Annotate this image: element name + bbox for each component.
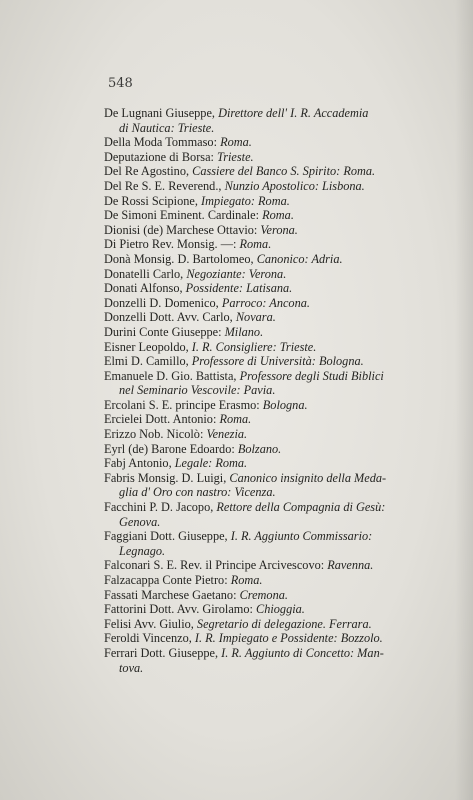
entry-line [104, 588, 466, 603]
entry-continuation-line [104, 515, 466, 530]
entry-italic-text: Roma. [219, 412, 252, 427]
list-item [104, 208, 466, 223]
entry-line [104, 573, 466, 588]
entry-line [104, 602, 466, 617]
page-number: 548 [108, 76, 133, 91]
entry-text: De Lugnani Giuseppe, [104, 106, 219, 120]
entry-italic-text: Legnago. [119, 543, 166, 558]
entry-line [104, 354, 466, 369]
list-item [104, 602, 466, 617]
entry-italic-text: Impiegato: Roma. [201, 193, 290, 208]
list-item [104, 631, 466, 646]
entry-italic-text: Roma. [230, 573, 263, 587]
list-item [104, 223, 466, 238]
entry-italic-text: Chioggia. [256, 602, 305, 617]
list-item [104, 427, 466, 442]
entry-text: Dionisi (de) Marchese Ottavio: [104, 222, 261, 237]
entry-line [104, 412, 466, 427]
entry-italic-text: Canonico insignito della Meda- [229, 470, 387, 485]
entry-continuation-line [104, 485, 466, 500]
entry-line [104, 135, 466, 150]
list-item [104, 237, 466, 252]
entry-italic-text: Venezia. [206, 427, 248, 442]
entry-text: Donzelli D. Domenico, [104, 295, 222, 310]
list-item [104, 412, 466, 427]
entry-text: De Simoni Eminent. Cardinale: [104, 208, 263, 223]
entry-line [104, 456, 466, 471]
list-item [104, 588, 466, 603]
entry-list [104, 106, 466, 675]
list-item [104, 164, 466, 179]
list-item [104, 194, 466, 209]
entry-line [104, 223, 466, 238]
entry-italic-text: Cassiere del Banco S. Spirito: Roma. [192, 164, 376, 179]
entry-text: Falzacappa Conte Pietro: [104, 573, 231, 587]
entry-text: De Rossi Scipione, [104, 193, 202, 208]
entry-italic-text: I. R. Aggiunto Commissario: [230, 529, 373, 544]
list-item [104, 646, 466, 675]
entry-italic-text: Canonico: Adria. [256, 251, 343, 266]
entry-italic-text: Ravenna. [327, 558, 374, 573]
entry-italic-text: Legale: Roma. [174, 456, 248, 471]
entry-italic-text: Novara. [235, 310, 276, 325]
entry-continuation-line [104, 661, 466, 676]
entry-italic-text: Rettore della Compagnia di Gesù: [216, 500, 386, 515]
entry-line [104, 558, 466, 573]
entry-text: Fattorini Dott. Avv. Girolamo: [104, 602, 256, 617]
entry-italic-text: Cremona. [239, 587, 288, 602]
entry-line [104, 267, 466, 282]
entry-text: Donati Alfonso, [104, 281, 186, 296]
entry-text: Ferrari Dott. Giuseppe, [104, 645, 222, 660]
entry-line [104, 442, 466, 457]
entry-italic-text: I. R. Consigliere: Trieste. [191, 339, 317, 354]
entry-text: Del Re S. E. Reverend., [104, 178, 225, 193]
entry-line [104, 179, 466, 194]
entry-continuation-line [104, 544, 466, 559]
entry-line [104, 471, 466, 486]
entry-line [104, 646, 466, 661]
entry-line [104, 340, 466, 355]
entry-line [104, 252, 466, 267]
entry-text: Facchini P. D. Jacopo, [104, 500, 217, 515]
entry-italic-text: glia d' Oro con nastro: Vicenza. [119, 485, 276, 500]
entry-italic-text: Professore degli Studi Biblici [239, 368, 384, 383]
list-item [104, 471, 466, 500]
entry-line [104, 631, 466, 646]
entry-italic-text: Roma. [220, 135, 252, 150]
entry-text: Fabris Monsig. D. Luigi, [104, 470, 230, 485]
entry-text: Emanuele D. Gio. Battista, [104, 368, 240, 383]
list-item [104, 296, 466, 311]
list-item [104, 179, 466, 194]
entry-line [104, 281, 466, 296]
list-item [104, 252, 466, 267]
entry-text: Del Re Agostino, [104, 164, 193, 179]
list-item [104, 135, 466, 150]
entry-italic-text: Roma. [262, 208, 294, 223]
entry-text: Falconari S. E. Rev. il Principe Arcivescovo: [104, 558, 328, 573]
entry-text: Fabj Antonio, [104, 456, 175, 471]
entry-text: Donatelli Carlo, [104, 266, 187, 281]
entry-continuation-line [104, 121, 466, 136]
entry-line [104, 427, 466, 442]
entry-line [104, 296, 466, 311]
entry-text: Ercolani S. E. principe Erasmo: [104, 397, 263, 412]
entry-italic-text: Verona. [260, 222, 298, 237]
entry-italic-text: Roma. [239, 237, 272, 252]
entry-italic-text: Genova. [119, 514, 161, 529]
list-item [104, 617, 466, 632]
entry-text: Della Moda Tommaso: [104, 135, 221, 150]
list-item [104, 398, 466, 413]
entry-italic-text: Direttore dell' I. R. Accademia [218, 106, 369, 120]
list-item [104, 354, 466, 369]
entry-line [104, 150, 466, 165]
list-item [104, 500, 466, 529]
entry-text: Fassati Marchese Gaetano: [104, 587, 240, 602]
entry-text: Erizzo Nob. Nicolò: [104, 427, 207, 442]
entry-line [104, 194, 466, 209]
list-item [104, 340, 466, 355]
list-item [104, 456, 466, 471]
entry-line [104, 529, 466, 544]
list-item [104, 310, 466, 325]
entry-text: Donà Monsig. D. Bartolomeo, [104, 251, 257, 266]
entry-italic-text: Bologna. [262, 397, 308, 412]
list-item [104, 267, 466, 282]
entry-line [104, 106, 466, 121]
entry-text: Feroldi Vincenzo, [104, 631, 195, 646]
entry-text: Di Pietro Rev. Monsig. —: [104, 237, 240, 252]
entry-line [104, 208, 466, 223]
entry-line [104, 398, 466, 413]
entry-italic-text: I. R. Aggiunto di Concetto: Man- [221, 645, 384, 660]
entry-italic-text: Nunzio Apostolico: Lisbona. [224, 178, 365, 193]
list-item [104, 150, 466, 165]
entry-line [104, 369, 466, 384]
entry-continuation-line [104, 383, 466, 398]
entry-text: Durini Conte Giuseppe: [104, 324, 225, 339]
entry-line [104, 617, 466, 632]
entry-text: Deputazione di Borsa: [104, 149, 218, 164]
entry-italic-text: tova. [119, 660, 144, 675]
entry-line [104, 310, 466, 325]
list-item [104, 573, 466, 588]
entry-line [104, 237, 466, 252]
entry-italic-text: Professore di Università: Bologna. [191, 354, 364, 369]
entry-italic-text: Milano. [224, 324, 264, 339]
list-item [104, 325, 466, 340]
entry-italic-text: Bolzano. [237, 441, 282, 456]
entry-text: Felisi Avv. Giulio, [104, 616, 197, 631]
entry-italic-text: Parroco: Ancona. [221, 295, 310, 310]
list-item [104, 281, 466, 296]
entry-line [104, 325, 466, 340]
entry-line [104, 164, 466, 179]
entry-italic-text: Segretario di delegazione. Ferrara. [196, 616, 372, 631]
entry-text: Eyrl (de) Barone Edoardo: [104, 441, 238, 456]
entry-italic-text: nel Seminario Vescovile: Pavia. [119, 383, 276, 398]
list-item [104, 558, 466, 573]
entry-text: Ercielei Dott. Antonio: [104, 412, 220, 427]
list-item [104, 369, 466, 398]
entry-line [104, 500, 466, 515]
entry-italic-text: di Nautica: Trieste. [119, 120, 215, 135]
list-item [104, 442, 466, 457]
entry-italic-text: Negoziante: Verona. [186, 266, 287, 281]
list-item [104, 106, 466, 135]
entry-text: Elmi D. Camillo, [104, 354, 192, 369]
entry-italic-text: Possidente: Latisana. [185, 281, 293, 296]
list-item [104, 529, 466, 558]
entry-italic-text: Trieste. [217, 149, 254, 164]
entry-text: Donzelli Dott. Avv. Carlo, [104, 310, 236, 325]
entry-text: Faggiani Dott. Giuseppe, [104, 529, 231, 544]
entry-italic-text: I. R. Impiegato e Possidente: Bozzolo. [194, 631, 383, 646]
entry-text: Eisner Leopoldo, [104, 339, 192, 354]
